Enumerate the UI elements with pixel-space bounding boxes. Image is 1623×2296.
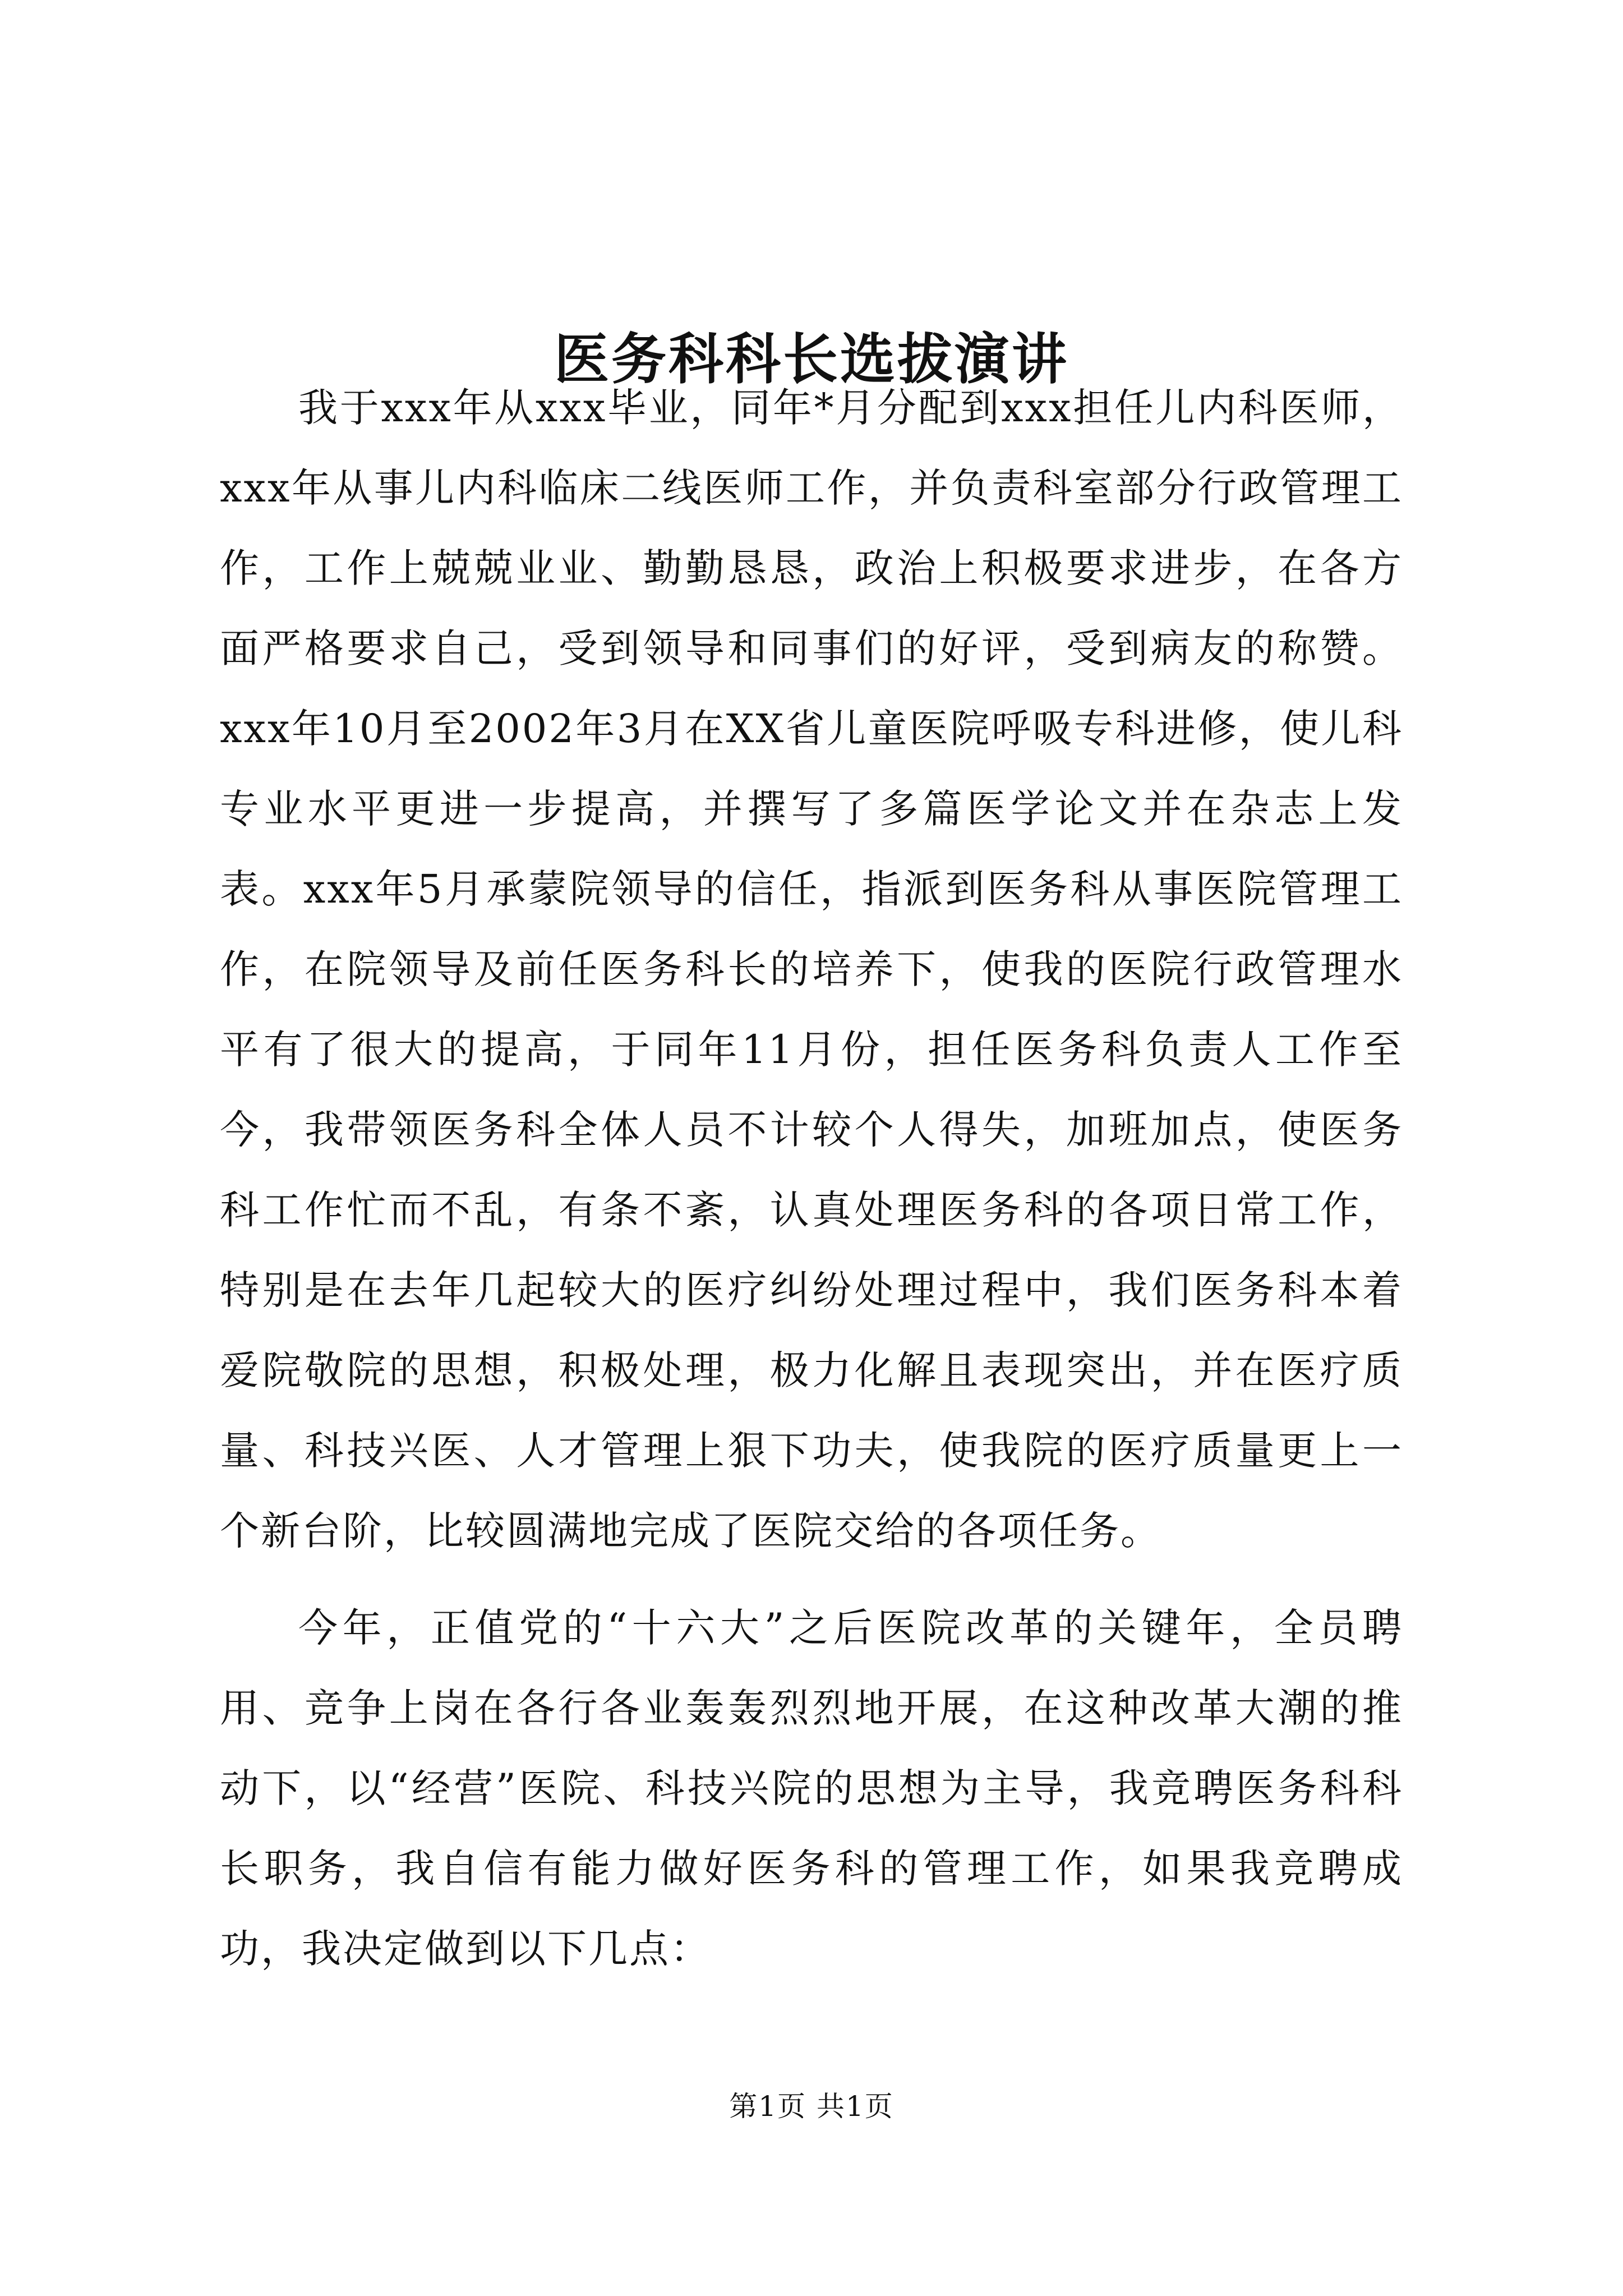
document-body bbox=[220, 368, 1403, 1989]
paragraph-1: 我于xxx年从xxx毕业，同年*月分配到xxx担任儿内科医师，xxx年从事儿内科临床二线医师工作，并负责科室部分行政管理工作，工作上兢兢业业、勤勤恳恳，政治上积极要求进步，在各方面严格要求自己，受到领导和同事们的好评，受到病友的称赞。xxx年10月至2002年3月在XX省儿童医院呼吸专科进修，使儿科专业水平更进一步提高，并撰写了多篇医学论文并在杂志上发表。xxx年5月承蒙院领导的信任，指派到医务科从事医院管理工作，在院领导及前任医务科长的培养下，使我的医院行政管理水平有了很大的提高，于同年11月份，担任医务科负责人工作至今，我带领医务科全体人员不计较个人得失，加班加点，使医务科工作忙而不乱，有条不紊，认真处理医务科的各项日常工作，特别是在去年几起较大的医疗纠纷处理过程中，我们医务科本着爱院敬院的思想，积极处理，极力化解且表现突出，并在医疗质量、科技兴医、人才管理上狠下功夫，使我院的医疗质量更上一个新台阶，比较圆满地完成了医院交给的各项任务。 bbox=[220, 385, 1403, 1554]
page-footer: 第1页 共1页 bbox=[729, 2090, 894, 2123]
document-title: 医务科科长选拔演讲 bbox=[554, 326, 1069, 392]
paragraph-2: 今年，正值党的“十六大”之后医院改革的关键年，全员聘用、竞争上岗在各行各业轰轰烈烈地开展，在这种改革大潮的推动下，以“经营”医院、科技兴院的思想为主导，我竞聘医务科科长职务，我自信有能力做好医务科的管理工作，如果我竞聘成功，我决定做到以下几点： bbox=[220, 1605, 1403, 1972]
